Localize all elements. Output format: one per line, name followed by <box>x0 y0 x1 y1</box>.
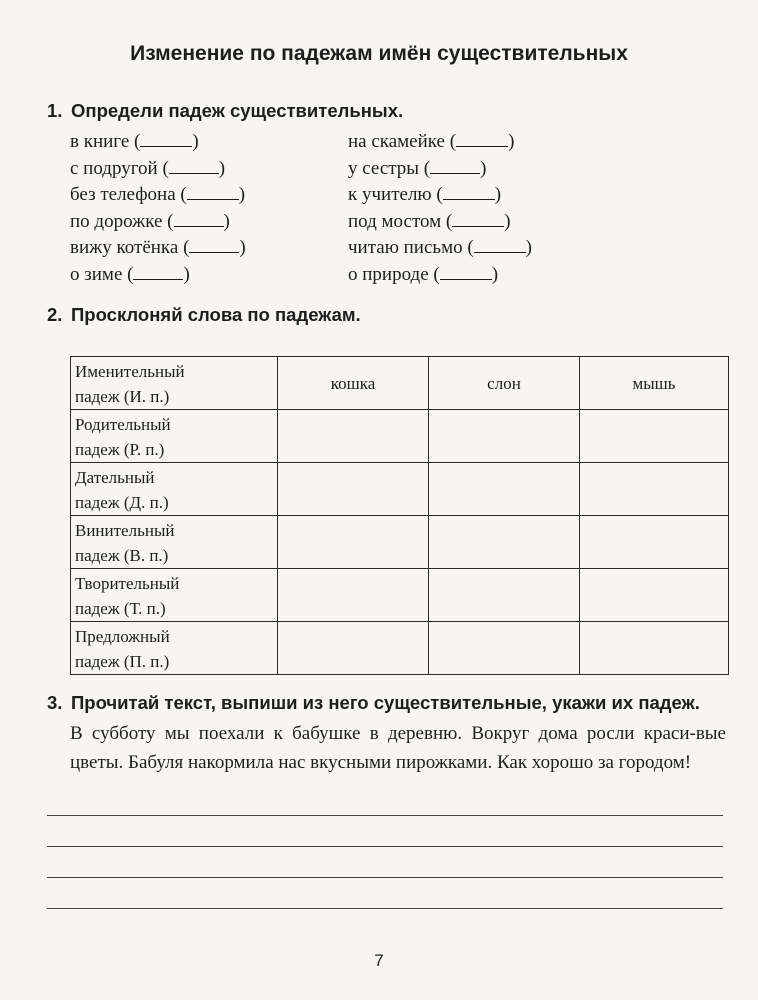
table-row <box>71 463 729 516</box>
answer-cell[interactable] <box>278 622 429 675</box>
exercise-item: на скамейке ( ) <box>348 128 532 155</box>
word-header-cell: слон <box>429 357 580 410</box>
answer-blank[interactable] <box>174 208 224 227</box>
task-1-number: 1. <box>47 100 63 121</box>
writing-line[interactable] <box>47 877 723 878</box>
answer-cell[interactable] <box>429 569 580 622</box>
answer-cell[interactable] <box>580 463 729 516</box>
exercise-item: под мостом ( ) <box>348 208 532 235</box>
task-3-heading <box>47 692 700 714</box>
task-1-heading <box>47 100 403 122</box>
case-name-cell: Дательный падеж (Д. п.) <box>71 463 278 516</box>
table-row <box>71 516 729 569</box>
answer-blank[interactable] <box>443 181 495 200</box>
answer-cell[interactable] <box>580 622 729 675</box>
answer-blank[interactable] <box>456 128 508 147</box>
exercise-item: по дорожке ( ) <box>70 208 246 235</box>
answer-blank[interactable] <box>474 234 526 253</box>
page-title: Изменение по падежам имён существительных <box>130 42 628 65</box>
exercise-item: без телефона ( ) <box>70 181 246 208</box>
word-header-cell: кошка <box>278 357 429 410</box>
answer-cell[interactable] <box>429 410 580 463</box>
answer-cell[interactable] <box>580 569 729 622</box>
answer-blank[interactable] <box>440 261 492 280</box>
table-row <box>71 357 729 410</box>
answer-cell[interactable] <box>580 410 729 463</box>
answer-cell[interactable] <box>278 463 429 516</box>
answer-cell[interactable] <box>429 463 580 516</box>
case-name-cell: Винительный падеж (В. п.) <box>71 516 278 569</box>
answer-cell[interactable] <box>580 516 729 569</box>
answer-blank[interactable] <box>187 181 239 200</box>
table-row <box>71 569 729 622</box>
task-2-heading <box>47 304 361 326</box>
exercise-item: у сестры ( ) <box>348 155 532 182</box>
exercise-item: о природе ( ) <box>348 261 532 288</box>
task-2-number: 2. <box>47 304 63 325</box>
reading-text: В субботу мы поехали к бабушке в деревню. Вокруг дома росли краси-вые цветы. Бабуля накормила нас вкусными пирожками. Как хорошо за городом! <box>70 723 726 773</box>
exercise-item: вижу котёнка ( ) <box>70 234 246 261</box>
answer-cell[interactable] <box>278 569 429 622</box>
answer-cell[interactable] <box>429 516 580 569</box>
answer-blank[interactable] <box>140 128 192 147</box>
page-number: 7 <box>374 951 384 970</box>
task-1-right-column <box>348 128 532 287</box>
task-1-text: Определи падеж существительных. <box>71 100 404 121</box>
answer-cell[interactable] <box>278 410 429 463</box>
answer-cell[interactable] <box>278 516 429 569</box>
task-3-text: Прочитай текст, выпиши из него существительные, укажи их падеж. <box>71 692 700 713</box>
declension-table <box>70 356 729 675</box>
case-name-cell: Родительный падеж (Р. п.) <box>71 410 278 463</box>
table-row <box>71 410 729 463</box>
writing-line[interactable] <box>47 846 723 847</box>
case-name-cell: Творительный падеж (Т. п.) <box>71 569 278 622</box>
task-2-text: Просклоняй слова по падежам. <box>71 304 361 325</box>
answer-blank[interactable] <box>189 234 239 253</box>
answer-blank[interactable] <box>133 261 183 280</box>
writing-line[interactable] <box>47 815 723 816</box>
exercise-item: с подругой ( ) <box>70 155 246 182</box>
task-3-number: 3. <box>47 692 63 713</box>
case-name-cell: Именительный падеж (И. п.) <box>71 357 278 410</box>
exercise-item: читаю письмо ( ) <box>348 234 532 261</box>
exercise-item: к учителю ( ) <box>348 181 532 208</box>
answer-cell[interactable] <box>429 622 580 675</box>
answer-blank[interactable] <box>169 155 219 174</box>
exercise-item: о зиме ( ) <box>70 261 246 288</box>
writing-line[interactable] <box>47 908 723 909</box>
exercise-item: в книге ( ) <box>70 128 246 155</box>
case-name-cell: Предложный падеж (П. п.) <box>71 622 278 675</box>
answer-blank[interactable] <box>452 208 504 227</box>
task-1-left-column <box>70 128 246 287</box>
table-row <box>71 622 729 675</box>
word-header-cell: мышь <box>580 357 729 410</box>
answer-blank[interactable] <box>430 155 480 174</box>
